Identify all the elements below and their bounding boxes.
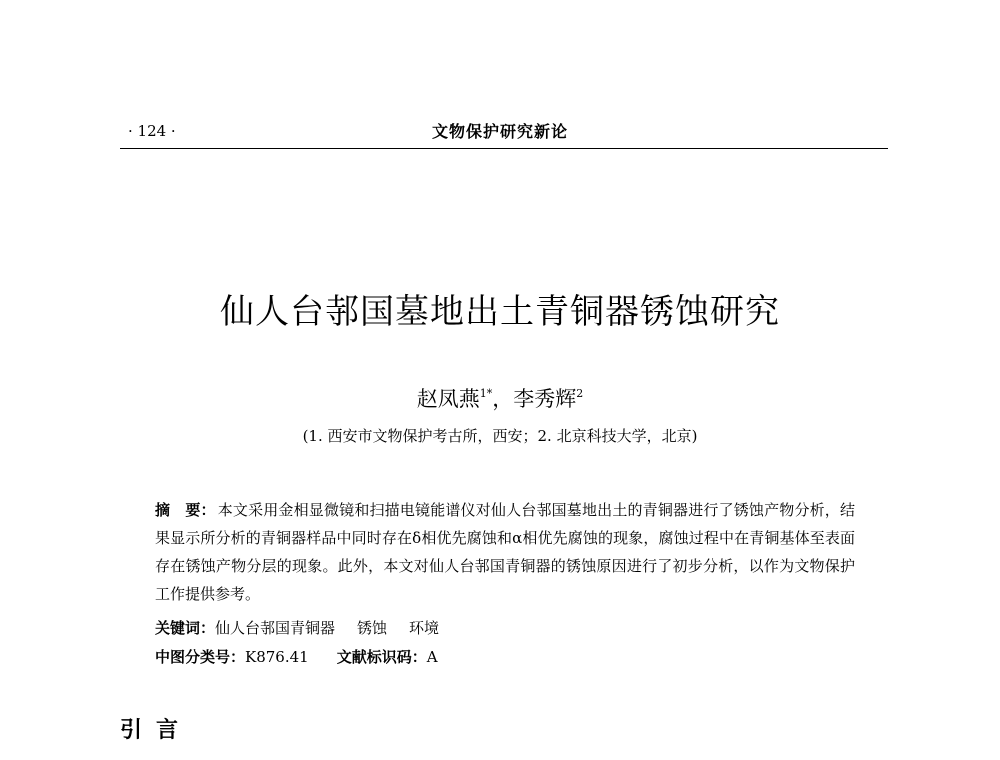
author-line — [0, 383, 1000, 413]
abstract-label: 摘 要： — [155, 501, 216, 519]
classification-line — [155, 646, 438, 667]
keywords-label: 关键词： — [155, 619, 216, 637]
keyword-item: 环境 — [409, 619, 440, 637]
abstract-text: 本文采用金相显微镜和扫描电镜能谱仪对仙人台邿国墓地出土的青铜器进行了锈蚀产物分析，结果显示所分析的青铜器样品中同时存在δ相优先腐蚀和α相优先腐蚀的现象，腐蚀过程中在青铜基体至表面存在锈蚀产物分层的现象。此外，本文对仙人台邿国青铜器的锈蚀原因进行了初步分析，以作为文物保护工作提供参考。 — [155, 501, 855, 603]
section-heading-introduction: 引言 — [120, 717, 193, 743]
author-name: 赵凤燕 — [416, 387, 480, 411]
running-head-title: 文物保护研究新论 — [431, 122, 568, 141]
keyword-item: 锈蚀 — [357, 619, 388, 637]
affiliation-line: (1. 西安市文物保护考古所，西安；2. 北京科技大学，北京) — [302, 427, 698, 445]
author-name: 李秀辉 — [513, 387, 577, 411]
clc-label: 中图分类号： — [155, 648, 246, 666]
abstract-paragraph — [155, 496, 855, 608]
doc-code-label: 文献标识码： — [336, 648, 427, 666]
keywords-line — [155, 617, 461, 638]
author-separator: ， — [492, 387, 514, 411]
clc-value: K876.41 — [245, 648, 309, 666]
author-affiliation-mark: 2 — [576, 387, 584, 400]
keyword-item: 仙人台邿国青铜器 — [215, 619, 336, 637]
doc-code-value: A — [426, 648, 438, 666]
page-number: · 124 · — [128, 122, 176, 140]
author-affiliation-mark: 1* — [479, 387, 493, 400]
header-rule — [120, 148, 888, 149]
article-title: 仙人台邿国墓地出土青铜器锈蚀研究 — [220, 292, 780, 332]
